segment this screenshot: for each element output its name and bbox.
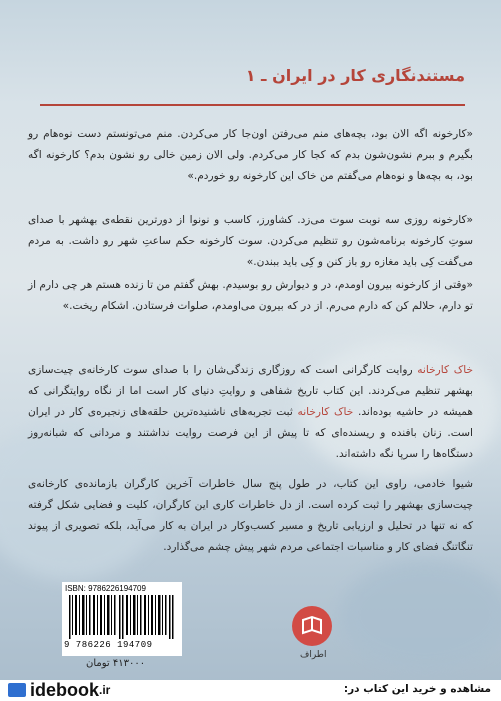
idebook-logo[interactable] — [8, 680, 110, 700]
publisher-logo — [292, 606, 332, 646]
barcode-bars — [67, 595, 177, 639]
description-text: روایت کارگرانی است که روزگاری زندگی‌شان را با صدای سوت کارخانه‌ی چیت‌سازی بهشهر تنظیم می‌کردند. این کتاب تاریخ شفاهی و روایتِ دنیای کار است اما از نگاه روایتگرانی که همیشه در حاشیه بوده‌اند. — [28, 364, 473, 418]
footer-cta: مشاهده و خرید این کتاب در: — [343, 683, 491, 695]
isbn-label: ISBN: 9786226194709 — [65, 584, 146, 593]
book-title-mention: خاک کارخانه — [417, 364, 473, 376]
logo-text: idebook — [30, 679, 100, 700]
quote-3: «وقتی از کارخونه بیرون اومدم، در و دیوارش رو بوسیدم. بهش گفتم من تا زنده هستم هر چی دارم از تو دارم، حلالم کن که دارم می‌رم. از در که بیرون می‌اومدم، صلوات فرستادن. اشکام ریخت.» — [28, 279, 473, 312]
title-divider — [40, 104, 465, 106]
quote-1: «کارخونه اگه الان بود، بچه‌های منم می‌رفتن اون‌جا کار می‌کردن. منم می‌تونستم دست نوه‌هام رو بگیرم و ببرم نشون‌شون بدم که کجا کار می‌کردم. ولی الان زمین خالی رو نشون بدم؟ کارخونه اگه بود، به بچه‌ها و نوه‌هام می‌گفتم من خاک این کارخونه رو خوردم.» — [28, 128, 473, 182]
book-title-mention: خاک کارخانه — [297, 406, 354, 418]
book-icon — [8, 683, 26, 697]
barcode-digits: 9 786226 194709 — [64, 640, 153, 650]
publisher-name: اطراف — [300, 650, 327, 660]
series-title: مستندنگاری کار در ایران ـ ۱ — [245, 66, 465, 85]
description-1 — [28, 360, 473, 465]
price-label: ۴۱۳۰۰۰ تومان — [86, 658, 146, 669]
barcode — [62, 582, 182, 656]
description-text: ثبت تجربه‌های ناشنیده‌ترین حلقه‌های زنجیره‌ی کار در ایران است. زنان بافنده و ریسنده‌ای که تا پیش از این فرصت روایت نداشتند و مردانی که شبانه‌روز دستگاه‌ها را سرپا نگه داشته‌اند. — [28, 406, 473, 460]
footer-banner[interactable] — [0, 680, 501, 700]
logo-domain: .ir — [99, 683, 111, 697]
paint-texture — [340, 560, 501, 670]
description-2: شیوا خادمی، راوی این کتاب، در طول پنج سال خاطرات آخرین کارگران بازمانده‌ی کارخانه‌ی چیت‌سازی بهشهر را ثبت کرده است. از دل خاطرات کاری این کارگران، کلیت و فضایی شکل گرفته که نه تنها در تحلیل و ارزیابی تاریخ و مسیر کسب‌وکار در ایران به کار می‌آید، بلکه تصویری از پیوند تنگاتنگ فضای کار و مناسبات اجتماعی مردم شهر پیش چشم می‌گذارد. — [28, 478, 473, 553]
publisher-book-icon — [292, 606, 332, 646]
quote-2: «کارخونه روزی سه نوبت سوت می‌زد. کشاورز، کاسب و نونوا از دورترین نقطه‌ی بهشهر با صدای سوتِ کارخونه برنامه‌شون رو تنظیم می‌کردن. سوت کارخونه حکم ساعتِ شهر رو داشت. به مردم می‌گفت کِی باید مغازه رو باز کنن و کِی باید ببندن.» — [28, 214, 473, 268]
